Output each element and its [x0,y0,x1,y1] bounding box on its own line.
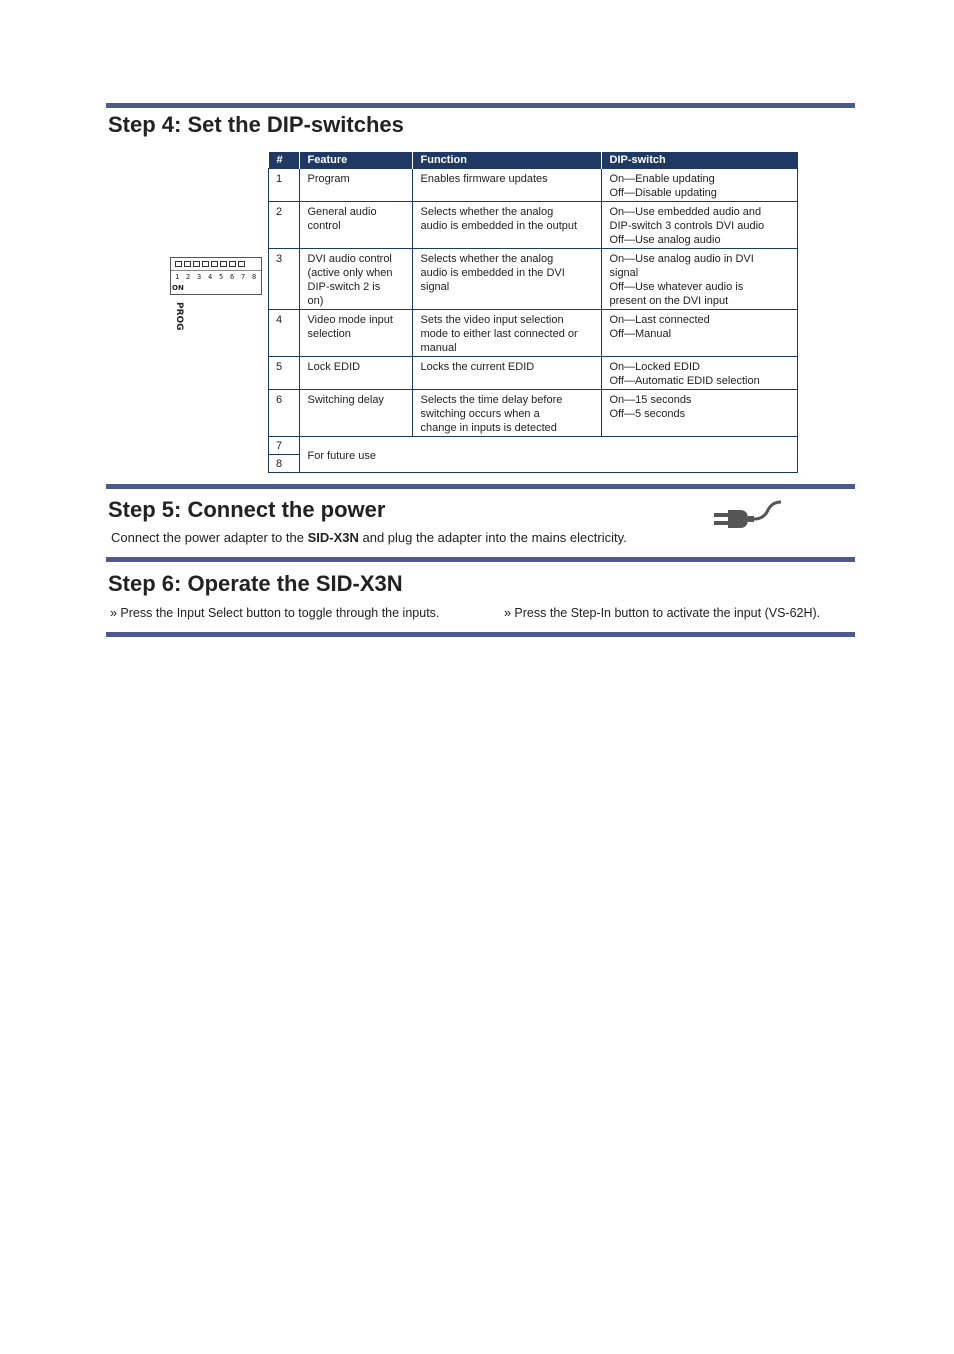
cell-future-use: For future use [299,437,798,473]
cell-line: On—Use analog audio in DVI [609,253,754,265]
cell-function [412,357,601,390]
power-plug-icon [714,500,784,534]
cell-line: Off—Manual [609,328,672,340]
dip-switch-5 [211,261,218,267]
cell-line: present on the DVI input [609,295,729,307]
dip-switch-3 [193,261,200,267]
cell-number: 7 [269,437,300,455]
bullet-input-select: » Press the Input Select button to toggle through the inputs. [110,606,440,620]
cell-line: Off—5 seconds [609,408,686,420]
table-row [269,390,798,437]
cell-dip-switch [601,310,798,357]
table-row [269,310,798,357]
cell-line: Locks the current EDID [420,361,535,373]
cell-number: 1 [269,169,300,202]
cell-line: Off—Disable updating [609,187,717,199]
dip-switch-7 [229,261,236,267]
cell-number: 8 [269,455,300,473]
cell-line: General audio [307,206,377,218]
cell-line: On—Enable updating [609,173,715,185]
cell-line: Off—Automatic EDID selection [609,375,760,387]
prog-label: PROG [174,302,184,331]
cell-function [412,169,601,202]
cell-line: DIP-switch 2 is [307,281,381,293]
cell-function [412,202,601,249]
cell-feature [299,357,412,390]
step5-text-after: and plug the adapter into the mains electricity. [358,530,627,545]
cell-dip-switch [601,390,798,437]
dip-switch-numbers [175,273,263,281]
dip-switch-8 [238,261,245,267]
cell-line: mode to either last connected or [420,328,578,340]
bullet-step-in: » Press the Step-In button to activate the input (VS-62H). [504,606,821,620]
cell-line: On—Use embedded audio and [609,206,762,218]
section-rule-step5 [106,484,855,489]
step5-instruction [111,530,627,545]
section-rule-top [106,103,855,108]
section-rule-bottom [106,632,855,637]
cell-line: manual [420,342,457,354]
product-name: SID-X3N [307,530,359,545]
table-row [269,169,798,202]
cell-line: audio is embedded in the DVI [420,267,565,279]
cell-line: signal [420,281,450,293]
table-row [269,249,798,310]
step5-title: Step 5: Connect the power [108,497,386,522]
header-function: Function [412,152,601,169]
table-header-row [269,152,798,169]
cell-line: (active only when [307,267,393,279]
cell-number: 3 [269,249,300,310]
dip-number: 4 [208,273,213,281]
cell-line: change in inputs is detected [420,422,557,434]
cell-line: Switching delay [307,394,384,406]
dip-number: 3 [197,273,202,281]
cell-number: 5 [269,357,300,390]
dip-number: 5 [219,273,224,281]
header-number: # [269,152,300,169]
cell-dip-switch [601,249,798,310]
dip-switch-4 [202,261,209,267]
step6-title: Step 6: Operate the SID-X3N [108,571,403,596]
dip-number: 7 [241,273,246,281]
cell-line: Lock EDID [307,361,361,373]
cell-line: DVI audio control [307,253,392,265]
cell-line: Selects whether the analog [420,253,554,265]
cell-line: On—15 seconds [609,394,692,406]
dip-number: 6 [230,273,235,281]
dip-switch-illustration [170,257,262,295]
cell-function [412,310,601,357]
cell-line: Enables firmware updates [420,173,548,185]
cell-line: switching occurs when a [420,408,540,420]
table-row [269,202,798,249]
dip-switch-table [268,152,798,473]
cell-line: Selects whether the analog [420,206,554,218]
cell-line: On—Last connected [609,314,710,326]
cell-dip-switch [601,202,798,249]
cell-number: 4 [269,310,300,357]
cell-line: control [307,220,341,232]
header-dip-switch: DIP-switch [601,152,798,169]
cell-feature [299,169,412,202]
cell-number: 2 [269,202,300,249]
cell-number: 6 [269,390,300,437]
cell-line: Off—Use analog audio [609,234,721,246]
section-rule-step6 [106,557,855,562]
cell-line: selection [307,328,351,340]
cell-line: On—Locked EDID [609,361,700,373]
cell-line: Selects the time delay before [420,394,563,406]
dip-switch-2 [184,261,191,267]
dip-divider [171,270,261,271]
cell-feature [299,202,412,249]
table-row [269,357,798,390]
cell-function [412,249,601,310]
dip-switch-1 [175,261,182,267]
cell-line: on) [307,295,324,307]
dip-number: 8 [252,273,257,281]
dip-number: 1 [175,273,180,281]
cell-line: Off—Use whatever audio is [609,281,744,293]
step4-title: Step 4: Set the DIP-switches [108,112,404,137]
cell-line: audio is embedded in the output [420,220,578,232]
step5-text-before: Connect the power adapter to the [111,530,308,545]
cell-dip-switch [601,357,798,390]
cell-dip-switch [601,169,798,202]
dip-number: 2 [186,273,191,281]
cell-feature [299,390,412,437]
table-row [269,437,798,455]
cell-line: Sets the video input selection [420,314,564,326]
dip-switch-row [175,261,245,267]
cell-feature [299,310,412,357]
cell-line: signal [609,267,639,279]
cell-feature [299,249,412,310]
cell-function [412,390,601,437]
cell-line: Program [307,173,350,185]
dip-switch-6 [220,261,227,267]
header-feature: Feature [299,152,412,169]
cell-line: Video mode input [307,314,393,326]
cell-line: DIP-switch 3 controls DVI audio [609,220,765,232]
dip-on-label: ON [172,284,184,292]
